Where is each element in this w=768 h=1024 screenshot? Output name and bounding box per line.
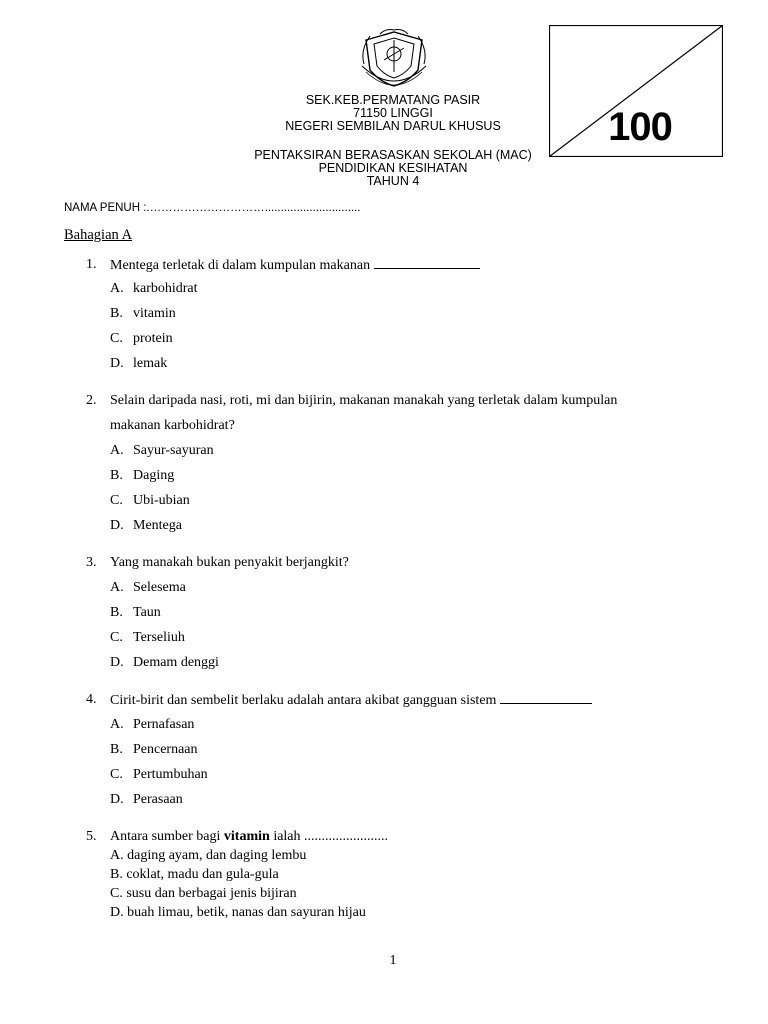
- option-text: Taun: [133, 605, 161, 620]
- option-letter: A.: [110, 281, 124, 296]
- option-letter: D.: [110, 518, 124, 533]
- option-text: Pencernaan: [133, 742, 198, 757]
- question-text: Mentega terletak di dalam kumpulan makanan: [110, 256, 480, 275]
- option-letter: B.: [110, 306, 123, 321]
- school-state: NEGERI SEMBILAN DARUL KHUSUS: [285, 119, 501, 133]
- question-number: 1.: [86, 257, 97, 272]
- school-crest-logo: [358, 26, 430, 90]
- option-letter: D.: [110, 655, 124, 670]
- option-text: Demam denggi: [133, 655, 219, 670]
- option-letter: D.: [110, 792, 124, 807]
- exam-subject: PENDIDIKAN KESIHATAN: [318, 161, 468, 175]
- question-number: 4.: [86, 692, 97, 707]
- option-letter: B.: [110, 605, 123, 620]
- option-letter: A.: [110, 580, 124, 595]
- school-postcode: 71150 LINGGI: [353, 106, 433, 120]
- option-letter: C.: [110, 630, 123, 645]
- question-number: 5.: [86, 829, 97, 844]
- question-text: Selain daripada nasi, roti, mi dan bijirin, makanan manakah yang terletak dalam kumpulan: [110, 393, 618, 408]
- option-line: A. daging ayam, dan daging lembu: [110, 848, 307, 863]
- question-text: Yang manakah bukan penyakit berjangkit?: [110, 555, 349, 570]
- option-text: Pernafasan: [133, 717, 195, 732]
- option-text: Terseliuh: [133, 630, 185, 645]
- option-text: Ubi-ubian: [133, 493, 190, 508]
- question-text-continued: makanan karbohidrat?: [110, 418, 235, 433]
- question-keyword: vitamin: [223, 829, 270, 844]
- option-text: lemak: [133, 356, 168, 371]
- school-name: SEK.KEB.PERMATANG PASIR: [305, 93, 481, 107]
- option-text: Pertumbuhan: [133, 767, 208, 782]
- option-letter: A.: [110, 443, 124, 458]
- total-score: 100: [608, 105, 672, 149]
- option-letter: D.: [110, 356, 124, 371]
- question-text: Cirit-birit dan sembelit berlaku adalah antara akibat gangguan sistem: [110, 691, 592, 710]
- option-line: C. susu dan berbagai jenis bijiran: [110, 886, 297, 901]
- exam-year: TAHUN 4: [366, 174, 420, 188]
- option-letter: B.: [110, 468, 123, 483]
- option-line: D. buah limau, betik, nanas dan sayuran hijau: [110, 905, 366, 920]
- question-number: 2.: [86, 393, 97, 408]
- section-title: Bahagian A: [64, 227, 133, 243]
- option-letter: C.: [110, 767, 123, 782]
- option-text: protein: [133, 331, 173, 346]
- question-number: 3.: [86, 555, 97, 570]
- full-name-field: NAMA PENUH :.…………………………..............................: [64, 202, 361, 214]
- option-text: Daging: [133, 468, 175, 483]
- option-text: Perasaan: [133, 792, 183, 807]
- answer-blank: [374, 256, 480, 269]
- page-number: 1: [389, 953, 397, 968]
- exam-title: PENTAKSIRAN BERASASKAN SEKOLAH (MAC): [254, 148, 532, 162]
- answer-blank: [500, 691, 592, 704]
- option-letter: C.: [110, 493, 123, 508]
- option-letter: A.: [110, 717, 124, 732]
- option-text: karbohidrat: [133, 281, 198, 296]
- question-text: Antara sumber bagi vitamin ialah ........................: [110, 829, 389, 844]
- option-letter: B.: [110, 742, 123, 757]
- option-letter: C.: [110, 331, 123, 346]
- option-text: vitamin: [133, 306, 176, 321]
- option-text: Selesema: [133, 580, 186, 595]
- option-text: Mentega: [133, 518, 182, 533]
- option-text: Sayur-sayuran: [133, 443, 214, 458]
- option-line: B. coklat, madu dan gula-gula: [110, 867, 279, 882]
